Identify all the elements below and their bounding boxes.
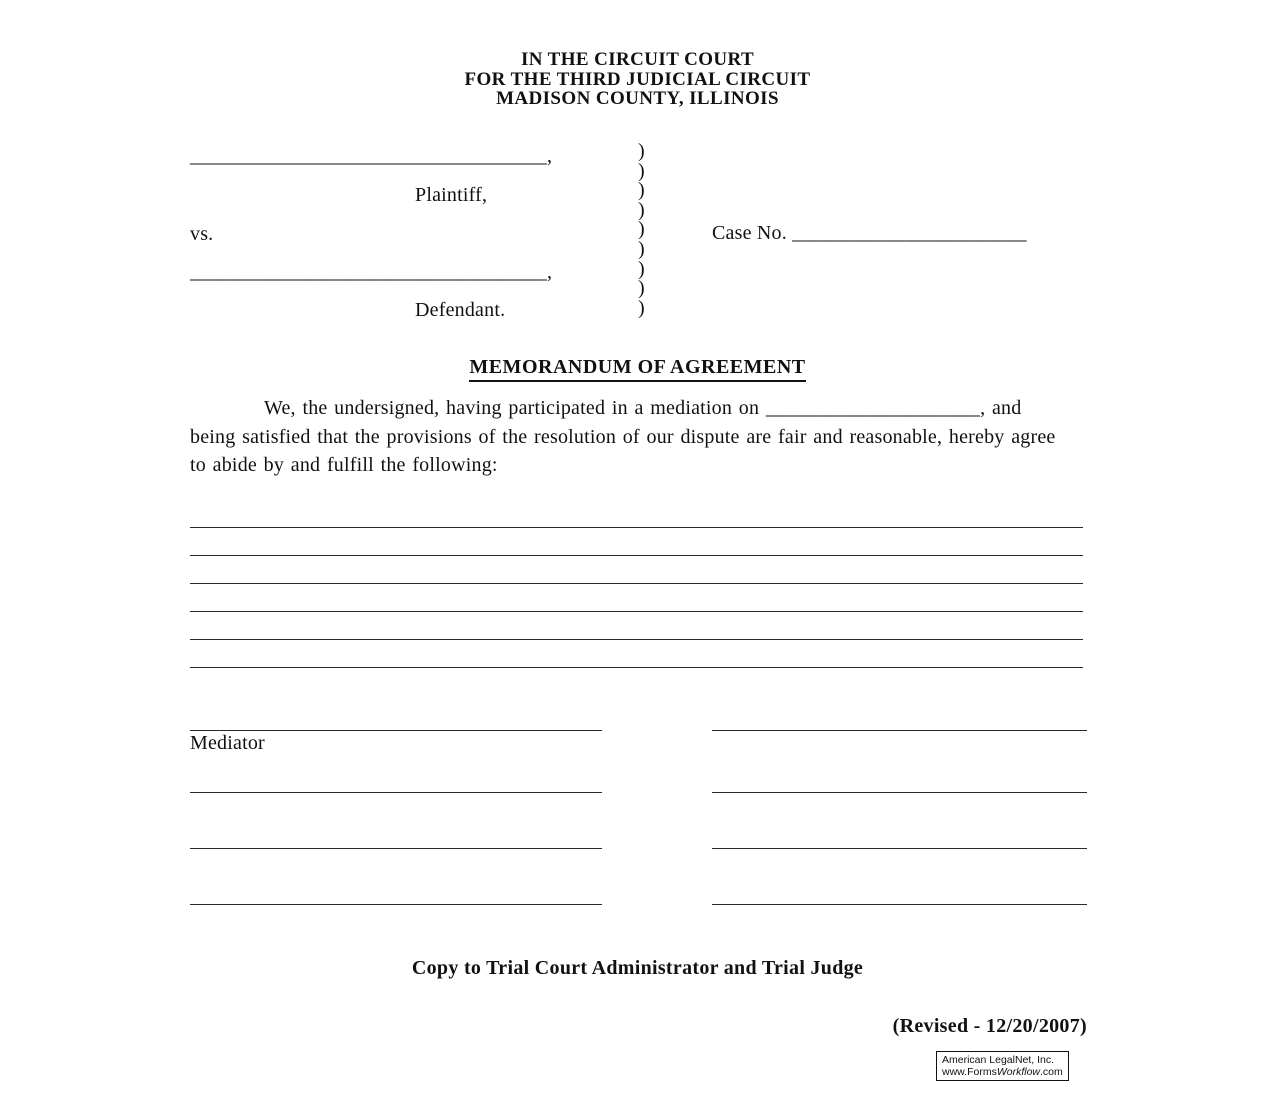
case-number-row <box>712 222 1027 245</box>
paren-mark: ) <box>638 198 645 221</box>
party-signature-line <box>712 730 1087 731</box>
signature-line <box>712 904 1087 905</box>
revision-date: (Revised - 12/20/2007) <box>892 1015 1087 1037</box>
case-number-label: Case No. <box>712 222 787 244</box>
defendant-name-blank: ___________________________________, <box>190 261 553 283</box>
paren-mark: ) <box>638 296 645 319</box>
agreement-blank-line <box>190 583 1083 584</box>
case-number-blank: _______________________ <box>792 222 1027 244</box>
plaintiff-label: Plaintiff, <box>415 184 488 206</box>
court-header-line1: IN THE CIRCUIT COURT <box>520 49 755 70</box>
document-title-row <box>0 356 1275 382</box>
paren-mark: ) <box>638 277 645 300</box>
legalnet-url-suffix: .com <box>1040 1066 1063 1078</box>
court-header-line2: FOR THE THIRD JUDICIAL CIRCUIT <box>464 68 811 90</box>
court-header <box>0 50 1275 109</box>
signature-line <box>712 792 1087 793</box>
agreement-blank-line <box>190 611 1083 612</box>
agreement-blank-line <box>190 667 1083 668</box>
paren-mark: ) <box>638 159 645 182</box>
agreement-blank-line <box>190 527 1083 528</box>
legalnet-url-workflow: Workflow <box>996 1066 1041 1078</box>
paren-mark: ) <box>638 179 645 202</box>
paren-mark: ) <box>638 140 645 162</box>
agreement-blank-line <box>190 555 1083 556</box>
document-title: MEMORANDUM OF AGREEMENT <box>469 356 805 382</box>
legalnet-company: American LegalNet, Inc. <box>942 1054 1055 1066</box>
signature-line <box>190 904 602 905</box>
agreement-paragraph: We, the undersigned, having participated in a mediation on _____________________, and being satisfied that the provisions of the resolution of our dispute are fair and reasonable, hereby agree to abide by and fulfill the following: <box>190 397 1056 476</box>
mediator-signature-line <box>190 730 602 731</box>
plaintiff-name-blank: ___________________________________, <box>190 145 553 167</box>
vs-label: vs. <box>190 223 214 245</box>
paren-mark: ) <box>638 237 645 260</box>
paren-mark: ) <box>638 257 645 280</box>
copy-instruction: Copy to Trial Court Administrator and Trial Judge <box>411 957 864 979</box>
defendant-label: Defendant. <box>415 299 506 321</box>
legalnet-url <box>942 1066 1063 1078</box>
court-header-line3: MADISON COUNTY, ILLINOIS <box>496 88 779 109</box>
signature-line <box>190 848 602 849</box>
agreement-blank-line <box>190 639 1083 640</box>
legalnet-stamp <box>936 1051 1069 1081</box>
caption-paren-column <box>638 142 645 318</box>
signature-line <box>712 848 1087 849</box>
legalnet-url-prefix: www.Forms <box>942 1066 997 1078</box>
mediator-label: Mediator <box>190 732 265 754</box>
signature-line <box>190 792 602 793</box>
paren-mark: ) <box>638 218 645 241</box>
